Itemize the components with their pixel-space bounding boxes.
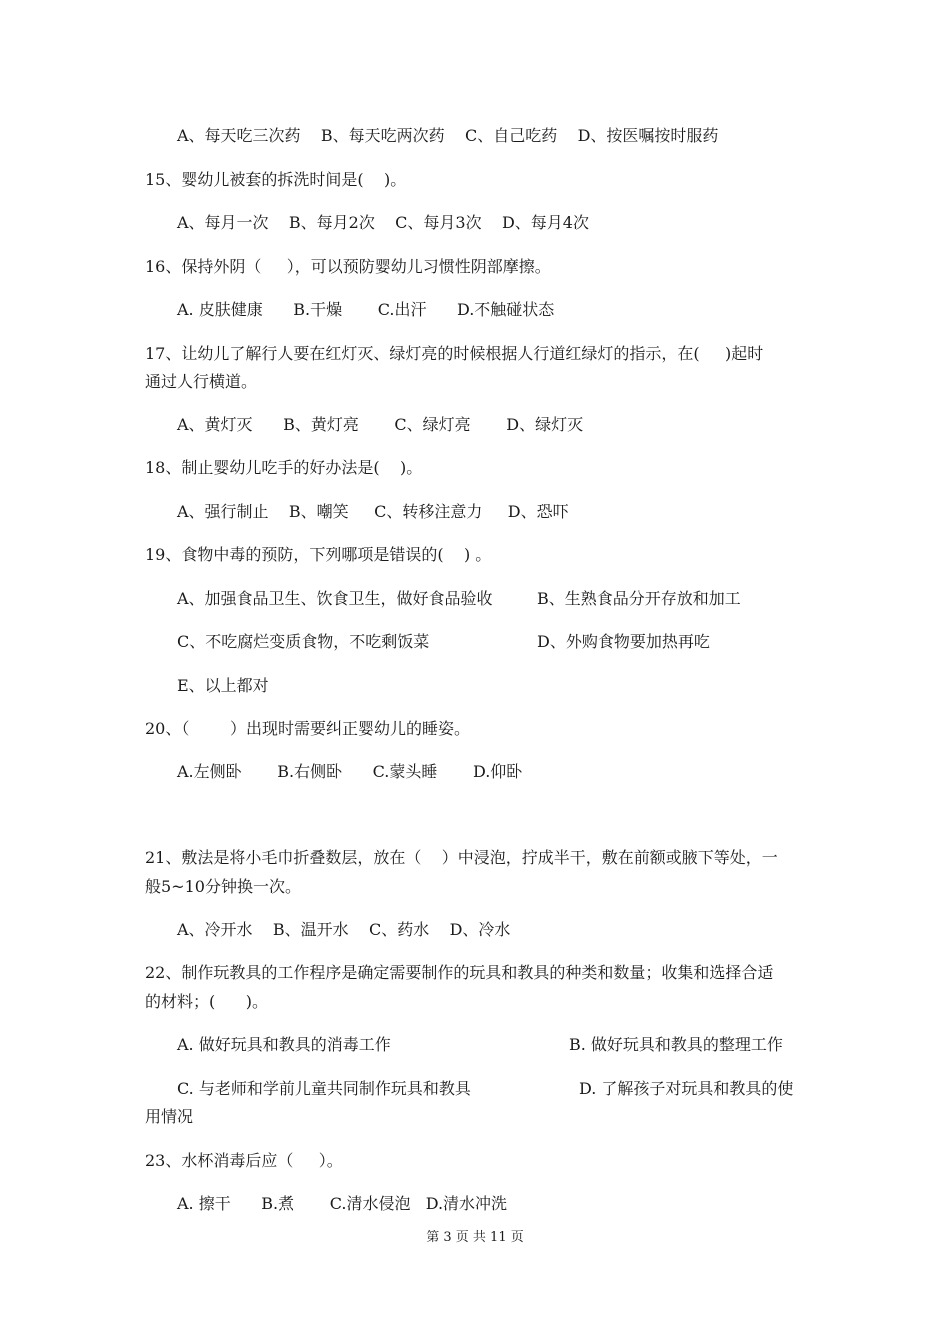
- q21-question-line1: 21、敷法是将小毛巾折叠数层，放在（ ）中浸泡，拧成半干，敷在前额或腋下等处，一: [145, 848, 778, 867]
- q22-question-line2: 的材料；( )。: [145, 992, 269, 1011]
- q16-question: 16、保持外阴（ ），可以预防婴幼儿习惯性阴部摩擦。: [145, 257, 551, 276]
- q19-option-d: D、外购食物要加热再吃: [537, 632, 710, 651]
- q18-options: A、强行制止 B、嘲笑 C、转移注意力 D、恐吓: [177, 502, 569, 521]
- q22-option-c: C. 与老师和学前儿童共同制作玩具和教具: [177, 1079, 471, 1098]
- q22-question-line1: 22、制作玩教具的工作程序是确定需要制作的玩具和教具的种类和数量；收集和选择合适: [145, 963, 774, 982]
- q15-question: 15、婴幼儿被套的拆洗时间是( )。: [145, 170, 407, 189]
- q17-question-line1: 17、让幼儿了解行人要在红灯灭、绿灯亮的时候根据人行道红绿灯的指示，在( )起时: [145, 344, 764, 363]
- q19-option-b: B、生熟食品分开存放和加工: [537, 589, 741, 608]
- q21-question-line2: 般5~10分钟换一次。: [145, 877, 301, 896]
- q19-question: 19、食物中毒的预防，下列哪项是错误的( ) 。: [145, 545, 492, 564]
- q19-option-c: C、不吃腐烂变质食物，不吃剩饭菜: [177, 632, 430, 651]
- q22-option-b: B. 做好玩具和教具的整理工作: [569, 1035, 783, 1054]
- q22-option-a: A. 做好玩具和教具的消毒工作: [177, 1035, 391, 1054]
- q15-options: A、每月一次 B、每月2次 C、每月3次 D、每月4次: [177, 213, 589, 232]
- q19-option-a: A、加强食品卫生、饮食卫生，做好食品验收: [177, 589, 493, 608]
- q20-question: 20、（ ）出现时需要纠正婴幼儿的睡姿。: [145, 719, 471, 738]
- q23-options: A. 擦干 B.煮 C.清水侵泡 D.清水冲洗: [177, 1194, 508, 1213]
- q22-option-d: D. 了解孩子对玩具和教具的使: [579, 1079, 794, 1098]
- q14-options: A、每天吃三次药 B、每天吃两次药 C、自己吃药 D、按医嘱按时服药: [177, 126, 719, 145]
- q17-options: A、黄灯灭 B、黄灯亮 C、绿灯亮 D、绿灯灭: [177, 415, 584, 434]
- q16-options: A. 皮肤健康 B.干燥 C.出汗 D.不触碰状态: [177, 300, 555, 319]
- q23-question: 23、水杯消毒后应（ ）。: [145, 1151, 343, 1170]
- q17-question-line2: 通过人行横道。: [145, 372, 258, 391]
- q18-question: 18、制止婴幼儿吃手的好办法是( )。: [145, 458, 423, 477]
- q21-options: A、冷开水 B、温开水 C、药水 D、冷水: [177, 920, 511, 939]
- q20-options: A.左侧卧 B.右侧卧 C.蒙头睡 D.仰卧: [177, 762, 523, 781]
- q19-option-e: E、以上都对: [177, 676, 269, 695]
- q22-option-d-cont: 用情况: [145, 1107, 194, 1126]
- page-footer: 第 3 页 共 11 页: [426, 1230, 524, 1245]
